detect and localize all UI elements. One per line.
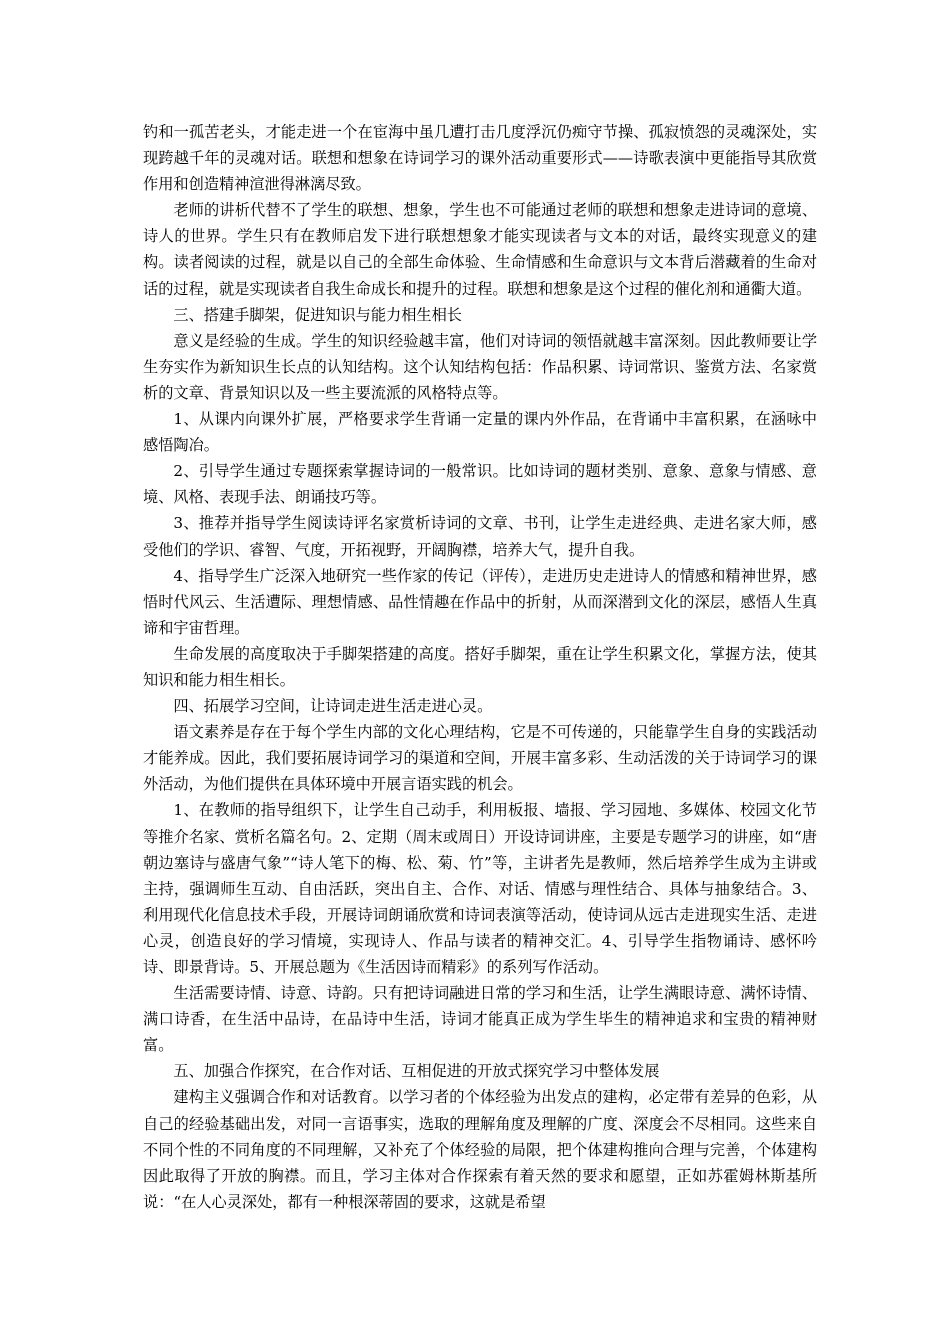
list-item-1: 1、从课内向课外扩展，严格要求学生背诵一定量的课内外作品，在背诵中丰富积累，在涵咏中感悟陶冶。 xyxy=(143,410,817,455)
paragraph: 生活需要诗情、诗意、诗韵。只有把诗词融进日常的学习和生活，让学生满眼诗意、满怀诗情、满口诗香，在生活中品诗，在品诗中生活，诗词才能真正成为学生毕生的精神追求和宝贵的精神财富。 xyxy=(143,984,817,1055)
list-item-2: 2、引导学生通过专题探索掌握诗词的一般常识。比如诗词的题材类别、意象、意象与情感、意境、风格、表现手法、朗诵技巧等。 xyxy=(143,462,817,507)
paragraph: 生命发展的高度取决于手脚架搭建的高度。搭好手脚架，重在让学生积累文化，掌握方法，使其知识和能力相生相长。 xyxy=(143,644,817,689)
list-item-3: 3、推荐并指导学生阅读诗评名家赏析诗词的文章、书刊，让学生走进经典、走进名家大师，感受他们的学识、睿智、气度，开拓视野，开阔胸襟，培养大气，提升自我。 xyxy=(143,514,817,559)
paragraph: 1、在教师的指导组织下，让学生自己动手，利用板报、墙报、学习园地、多媒体、校园文化节等推介名家、赏析名篇名句。2、定期（周末或周日）开设诗词讲座，主要是专题学习的讲座，如“唐朝边塞诗与盛唐气象”“诗人笔下的梅、松、菊、竹”等，主讲者先是教师，然后培养学生成为主讲或主持，强调师生互动、自由活跃，突出自主、合作、对话、情感与理性结合、具体与抽象结合。3、利用现代化信息技术手段，开展诗词朗诵欣赏和诗词表演等活动，使诗词从远古走进现实生活、走进心灵，创造良好的学习情境，实现诗人、作品与读者的精神交汇。4、引导学生指物诵诗、感怀吟诗、即景背诗。5、开展总题为《生活因诗而精彩》的系列写作活动。 xyxy=(143,801,817,976)
paragraph: 建构主义强调合作和对话教育。以学习者的个体经验为出发点的建构，必定带有差异的色彩，从自己的经验基础出发，对同一言语事实，选取的理解角度及理解的广度、深度会不尽相同。这些来自不同个性的不同角度的不同理解，又补充了个体经验的局限，把个体建构推向合理与完善，个体建构因此取得了开放的胸襟。而且，学习主体对合作探索有着天然的要求和愿望，正如苏霍姆林斯基所说：“在人心灵深处，都有一种根深蒂固的要求，这就是希望 xyxy=(143,1088,817,1211)
paragraph: 老师的讲析代替不了学生的联想、想象，学生也不可能通过老师的联想和想象走进诗词的意境、诗人的世界。学生只有在教师启发下进行联想想象才能实现读者与文本的对话，最终实现意义的建构。读者阅读的过程，就是以自己的全部生命体验、生命情感和生命意识与文本背后潜藏着的生命对话的过程，就是实现读者自我生命成长和提升的过程。联想和想象是这个过程的催化剂和通衢大道。 xyxy=(143,201,817,298)
document-page xyxy=(143,119,817,1215)
paragraph-continuation: 钓和一孤苦老头，才能走进一个在宦海中虽几遭打击几度浮沉仍痴守节操、孤寂愤怨的灵魂深处，实现跨越千年的灵魂对话。联想和想象在诗词学习的课外活动重要形式——诗歌表演中更能指导其欣赏作用和创造精神渲泄得淋漓尽致。 xyxy=(143,123,817,194)
section-heading-3: 三、搭建手脚架，促进知识与能力相生相长 xyxy=(173,305,462,324)
paragraph: 意义是经验的生成。学生的知识经验越丰富，他们对诗词的领悟就越丰富深刻。因此教师要让学生夯实作为新知识生长点的认知结构。这个认知结构包括：作品积累、诗词常识、鉴赏方法、名家赏析的文章、背景知识以及一些主要流派的风格特点等。 xyxy=(143,331,817,402)
paragraph: 语文素养是存在于每个学生内部的文化心理结构，它是不可传递的，只能靠学生自身的实践活动才能养成。因此，我们要拓展诗词学习的渠道和空间，开展丰富多彩、生动活泼的关于诗词学习的课外活动，为他们提供在具体环境中开展言语实践的机会。 xyxy=(143,723,817,794)
list-item-4: 4、指导学生广泛深入地研究一些作家的传记（评传），走进历史走进诗人的情感和精神世界，感悟时代风云、生活遭际、理想情感、品性情趣在作品中的折射，从而深潜到文化的深层，感悟人生真谛和宇宙哲理。 xyxy=(143,566,817,637)
section-heading-5: 五、加强合作探究，在合作对话、互相促进的开放式探究学习中整体发展 xyxy=(173,1062,660,1081)
section-heading-4: 四、拓展学习空间，让诗词走进生活走进心灵。 xyxy=(173,697,493,716)
